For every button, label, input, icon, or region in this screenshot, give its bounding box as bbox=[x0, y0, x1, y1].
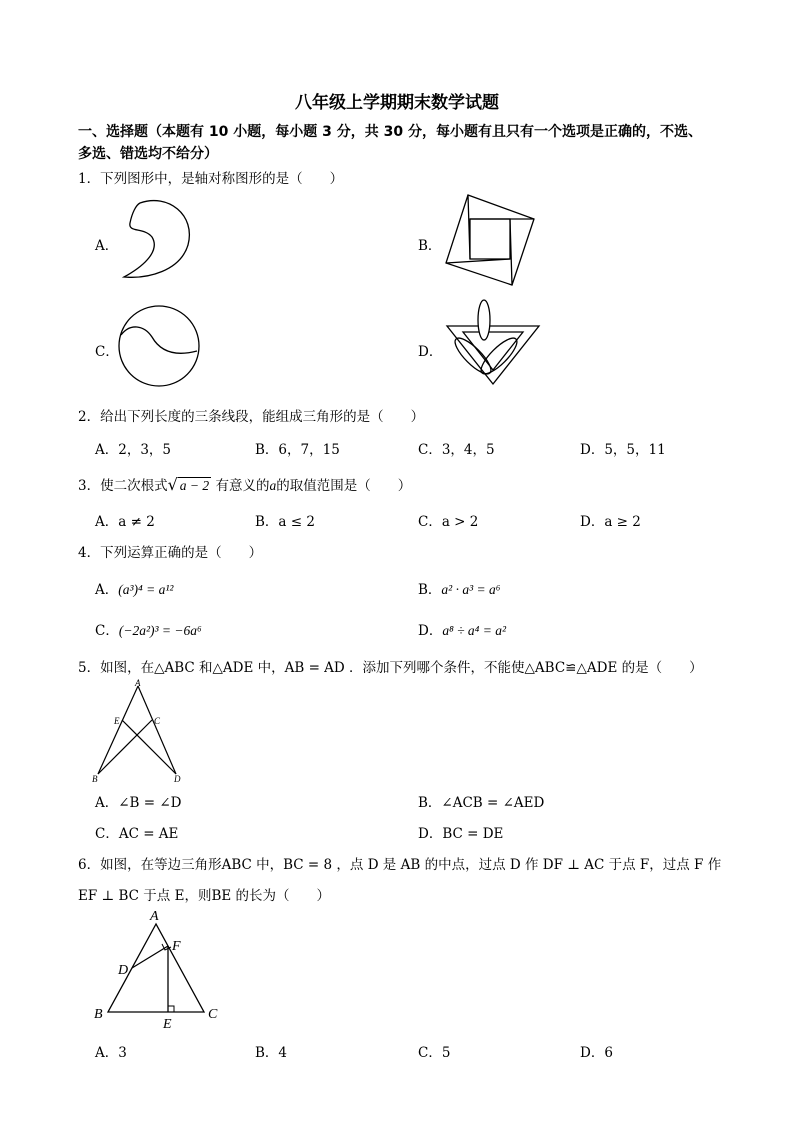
q4-option-b bbox=[418, 578, 500, 598]
q1-figure-c-yinyang-circle bbox=[118, 305, 204, 391]
q4-option-a-label: A． bbox=[95, 582, 119, 598]
q4-option-a-expr: (a³)⁴ = a¹² bbox=[118, 582, 174, 597]
q2-option-d: D．5，5，11 bbox=[580, 442, 666, 458]
q4-option-a bbox=[95, 578, 173, 598]
q2-option-b: B．6，7，15 bbox=[255, 442, 340, 458]
q6-label-B: B bbox=[94, 1007, 103, 1022]
page-title: 八年级上学期期末数学试题 bbox=[295, 93, 499, 113]
q3-option-a: A．a ≠ 2 bbox=[95, 514, 155, 530]
q3-stem-pre: 3．使二次根式 bbox=[78, 478, 168, 494]
q3-option-d: D．a ≥ 2 bbox=[580, 514, 641, 530]
q5-label-C: C bbox=[154, 716, 161, 726]
q5-figure-crossed-triangles bbox=[92, 678, 192, 786]
q5-option-a: A．∠B = ∠D bbox=[95, 795, 182, 811]
q5-option-b: B．∠ACB = ∠AED bbox=[418, 795, 545, 811]
q5-label-D: D bbox=[174, 774, 181, 784]
q1-figure-b-square-diagram bbox=[440, 193, 540, 288]
q1-stem: 1．下列图形中，是轴对称图形的是（ ） bbox=[78, 171, 344, 187]
q6-label-E: E bbox=[163, 1017, 172, 1032]
q1-figure-d-triangle-petals bbox=[443, 298, 543, 393]
q5-option-c: C．AC = AE bbox=[95, 826, 179, 842]
q6-option-b: B．4 bbox=[255, 1045, 288, 1061]
q4-option-d-expr: a⁸ ÷ a⁴ = a² bbox=[442, 623, 507, 638]
q5-option-d: D．BC = DE bbox=[418, 826, 504, 842]
q4-stem: 4．下列运算正确的是（ ） bbox=[78, 545, 263, 561]
q3-stem bbox=[78, 474, 411, 494]
q2-stem: 2．给出下列长度的三条线段，能组成三角形的是（ ） bbox=[78, 409, 425, 425]
q3-radicand: a − 2 bbox=[179, 478, 210, 493]
section-heading-line2: 多选、错选均不给分） bbox=[78, 146, 218, 162]
q5-stem: 5．如图，在△ABC 和△ADE 中，AB = AD ．添加下列哪个条件，不能使△ABC≌△ADE 的是（ ） bbox=[78, 660, 703, 676]
q4-option-d-label: D． bbox=[418, 623, 443, 639]
q3-stem-post: 的取值范围是（ ） bbox=[276, 478, 412, 494]
q2-option-c: C．3，4，5 bbox=[418, 442, 495, 458]
q5-label-B: B bbox=[92, 774, 98, 784]
q4-option-c bbox=[95, 619, 202, 639]
q1-figure-a-comma-shape bbox=[118, 195, 198, 285]
q6-figure-equilateral-triangle bbox=[92, 906, 232, 1032]
q6-stem-line2: EF ⊥ BC 于点 E，则BE 的长为（ ） bbox=[78, 888, 331, 904]
section-heading-line1: 一、选择题（本题有 10 小题，每小题 3 分，共 30 分，每小题有且只有一个选项是正确的，不选、 bbox=[78, 124, 702, 140]
q6-option-d: D．6 bbox=[580, 1045, 613, 1061]
q3-stem-mid: 有意义的 bbox=[211, 478, 270, 494]
q1-option-c-label: C． bbox=[95, 344, 119, 360]
q6-label-A: A bbox=[150, 909, 159, 924]
q6-label-C: C bbox=[208, 1007, 218, 1022]
q3-sqrt-symbol: √ bbox=[167, 475, 178, 494]
q3-option-c: C．a > 2 bbox=[418, 514, 479, 530]
q1-option-b-label: B． bbox=[418, 238, 442, 254]
q6-label-F: F bbox=[172, 939, 181, 954]
q6-label-D: D bbox=[118, 963, 129, 978]
q3-option-b: B．a ≤ 2 bbox=[255, 514, 315, 530]
q2-option-a: A．2，3，5 bbox=[95, 442, 172, 458]
q4-option-b-expr: a² · a³ = a⁶ bbox=[441, 582, 501, 597]
q4-option-c-label: C． bbox=[95, 623, 119, 639]
q1-option-d-label: D． bbox=[418, 344, 443, 360]
q3-var: a bbox=[269, 478, 277, 493]
q4-option-b-label: B． bbox=[418, 582, 442, 598]
q6-option-a: A．3 bbox=[95, 1045, 127, 1061]
q1-option-a-label: A． bbox=[95, 238, 119, 254]
q4-option-c-expr: (−2a²)³ = −6a⁶ bbox=[118, 623, 202, 638]
q4-option-d bbox=[418, 619, 506, 639]
q5-label-E: E bbox=[114, 716, 120, 726]
q5-label-A: A bbox=[135, 678, 141, 688]
q6-option-c: C．5 bbox=[418, 1045, 451, 1061]
q6-stem-line1: 6．如图，在等边三角形ABC 中，BC = 8 ，点 D 是 AB 的中点，过点 D 作 DF ⊥ AC 于点 F，过点 F 作 bbox=[78, 857, 722, 873]
